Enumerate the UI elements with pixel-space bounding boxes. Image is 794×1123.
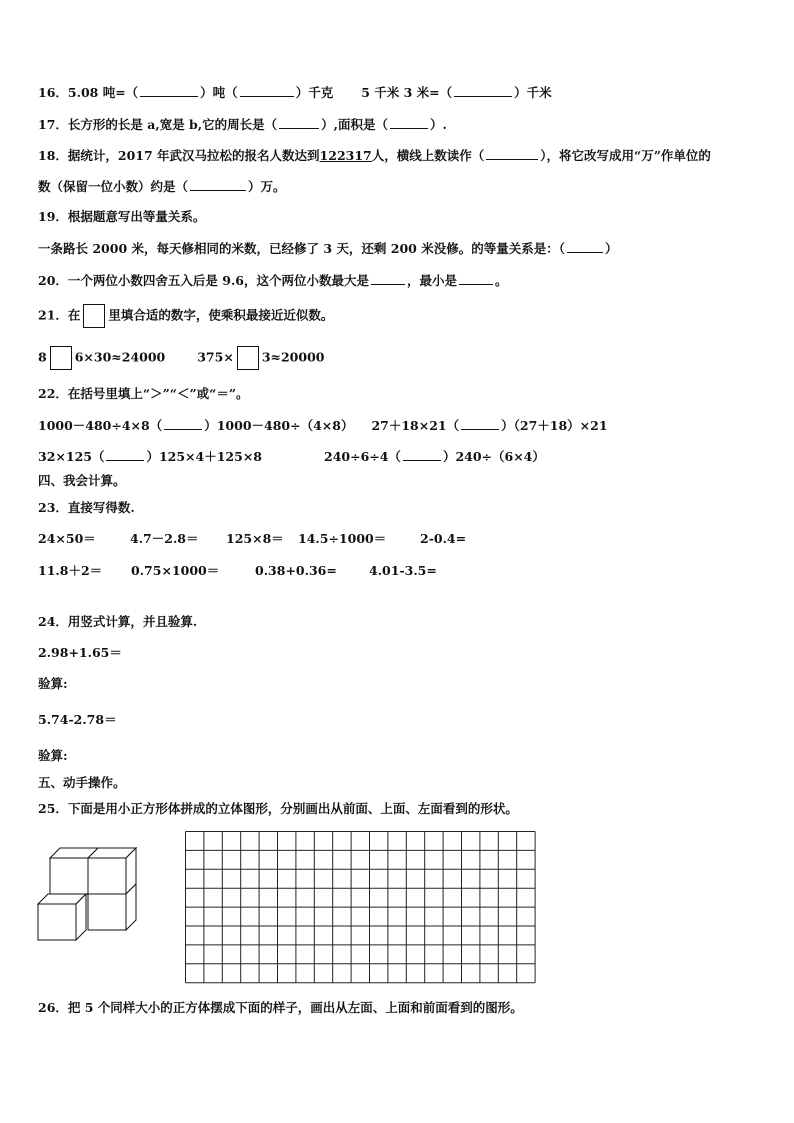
answer-blank[interactable]	[106, 448, 144, 461]
q17-text-a: 17．长方形的长是 a,宽是 b,它的周长是（	[38, 117, 278, 132]
q22-title: 22．在括号里填上“＞”“＜”或“＝”。	[38, 386, 249, 401]
answer-blank[interactable]	[240, 84, 294, 97]
question-24-check1	[38, 676, 68, 692]
q22-r1c: 27＋18×21（	[371, 418, 460, 433]
q17-text-b: ）,面积是（	[321, 117, 389, 132]
cube-front-face	[50, 858, 88, 894]
q22-r2b: ）125×4＋125×8	[146, 449, 262, 464]
q21-expr2-a: 375×	[197, 349, 234, 365]
q16-text-d: 5 千米 3 米=（	[361, 85, 453, 100]
cube-front-face	[88, 858, 126, 894]
q23-item: 0.38+0.36=	[255, 563, 337, 578]
q18-text-a: 18．据统计，2017 年武汉马拉松的报名人数达到	[38, 148, 320, 163]
question-18	[38, 147, 711, 164]
q21-expr1-a: 8	[38, 349, 47, 365]
q16-text-e: ）千米	[514, 85, 552, 100]
q18-text-b: 人，横线上数读作（	[371, 148, 485, 163]
q23-item: 24×50＝	[38, 531, 96, 546]
q23-item: 125×8＝	[226, 531, 284, 546]
question-25-title	[38, 801, 518, 817]
question-24-title	[38, 614, 197, 630]
answer-box[interactable]	[50, 346, 72, 370]
answer-blank[interactable]	[164, 417, 202, 430]
answer-box[interactable]	[237, 346, 259, 370]
section-5-heading	[38, 775, 126, 791]
q21-text-a: 21．在	[38, 307, 81, 323]
q22-r2d: ）240÷（6×4）	[442, 449, 545, 464]
q24-check2: 验算:	[38, 748, 68, 763]
answer-blank[interactable]	[390, 116, 428, 129]
q20-text-c: 。	[495, 273, 508, 288]
q22-r2c: 240÷6÷4（	[324, 449, 401, 464]
q18-number: 122317	[319, 148, 372, 163]
q18-text-c: ），将它改写成用“万”作单位的	[540, 148, 711, 163]
q24-expr2: 5.74-2.78＝	[38, 712, 117, 727]
drawing-grid[interactable]	[185, 831, 537, 985]
q23-item: 0.75×1000＝	[131, 563, 220, 578]
question-17	[38, 116, 447, 133]
q17-text-c: ）.	[430, 117, 447, 132]
question-21	[38, 304, 333, 328]
q21-expr2-b: 3≈20000	[261, 349, 325, 365]
q21-text-b: 里填合适的数字，使乘积最接近近似数。	[108, 307, 334, 323]
question-22-row2	[38, 448, 545, 465]
answer-blank[interactable]	[459, 272, 493, 285]
cube-figure	[36, 842, 146, 942]
cube-front-face	[38, 904, 76, 940]
answer-blank[interactable]	[190, 178, 246, 191]
question-23-row2	[38, 563, 437, 579]
q22-r2a: 32×125（	[38, 449, 105, 464]
answer-blank[interactable]	[371, 272, 405, 285]
question-19-text	[38, 240, 617, 257]
q16-text-c: ）千克	[295, 85, 334, 100]
question-23-title	[38, 500, 135, 516]
q23-item: 14.5÷1000＝	[298, 531, 387, 546]
q23-item: 11.8＋2＝	[38, 563, 103, 578]
q24-check1: 验算:	[38, 676, 68, 691]
question-23-row1	[38, 531, 466, 547]
q22-r1a: 1000－480÷4×8（	[38, 418, 163, 433]
q26-title: 26．把 5 个同样大小的正方体摆成下面的样子，画出从左面、上面和前面看到的图形。	[38, 1000, 523, 1015]
q23-item: 2-0.4=	[420, 531, 467, 546]
q20-text-b: ，最小是	[407, 273, 458, 288]
q22-r1b: ）1000－480÷（4×8）	[204, 418, 354, 433]
section-5-title: 五、动手操作。	[38, 775, 126, 790]
q18-line2-a: 数（保留一位小数）约是（	[38, 179, 189, 194]
question-26-title	[38, 1000, 523, 1016]
question-22-row1	[38, 417, 608, 434]
q22-r1d: ）（27＋18）×21	[501, 418, 608, 433]
answer-box[interactable]	[83, 304, 105, 328]
answer-blank[interactable]	[279, 116, 319, 129]
q19-title: 19．根据题意写出等量关系。	[38, 209, 206, 224]
cube-front-face	[88, 894, 126, 930]
answer-blank[interactable]	[567, 240, 603, 253]
question-19-title	[38, 209, 205, 225]
q24-title: 24．用竖式计算，并且验算.	[38, 614, 198, 629]
question-24-check2	[38, 748, 68, 764]
q19-text: 一条路长 2000 米，每天修相同的米数，已经修了 3 天，还剩 200 米没修。的等量关系是：（	[38, 241, 565, 256]
q20-text-a: 20．一个两位小数四舍五入后是 9.6，这个两位小数最大是	[38, 273, 369, 288]
question-21-exprs	[38, 346, 324, 370]
answer-blank[interactable]	[461, 417, 499, 430]
q16-text-b: ）吨（	[200, 85, 238, 100]
question-22-title	[38, 386, 249, 402]
question-18-line2	[38, 178, 286, 195]
section-4-heading	[38, 473, 126, 489]
q23-item: 4.7－2.8＝	[130, 531, 199, 546]
q23-title: 23．直接写得数.	[38, 500, 135, 515]
q19-end: ）	[604, 241, 618, 256]
q23-item: 4.01-3.5=	[369, 563, 437, 578]
question-16	[38, 84, 552, 101]
question-20	[38, 272, 508, 289]
answer-blank[interactable]	[140, 84, 198, 97]
section-4-title: 四、我会计算。	[38, 473, 126, 488]
q24-expr1: 2.98+1.65＝	[38, 645, 122, 660]
answer-blank[interactable]	[403, 448, 441, 461]
q18-line2-b: ）万。	[248, 179, 286, 194]
q16-text-a: 16．5.08 吨=（	[38, 85, 139, 100]
q21-expr1-b: 6×30≈24000	[74, 349, 166, 365]
question-24-expr1	[38, 645, 122, 661]
answer-blank[interactable]	[486, 147, 538, 160]
question-24-expr2	[38, 712, 117, 728]
answer-blank[interactable]	[454, 84, 512, 97]
q25-title: 25．下面是用小正方形体拼成的立体图形，分别画出从前面、上面、左面看到的形状。	[38, 801, 518, 816]
